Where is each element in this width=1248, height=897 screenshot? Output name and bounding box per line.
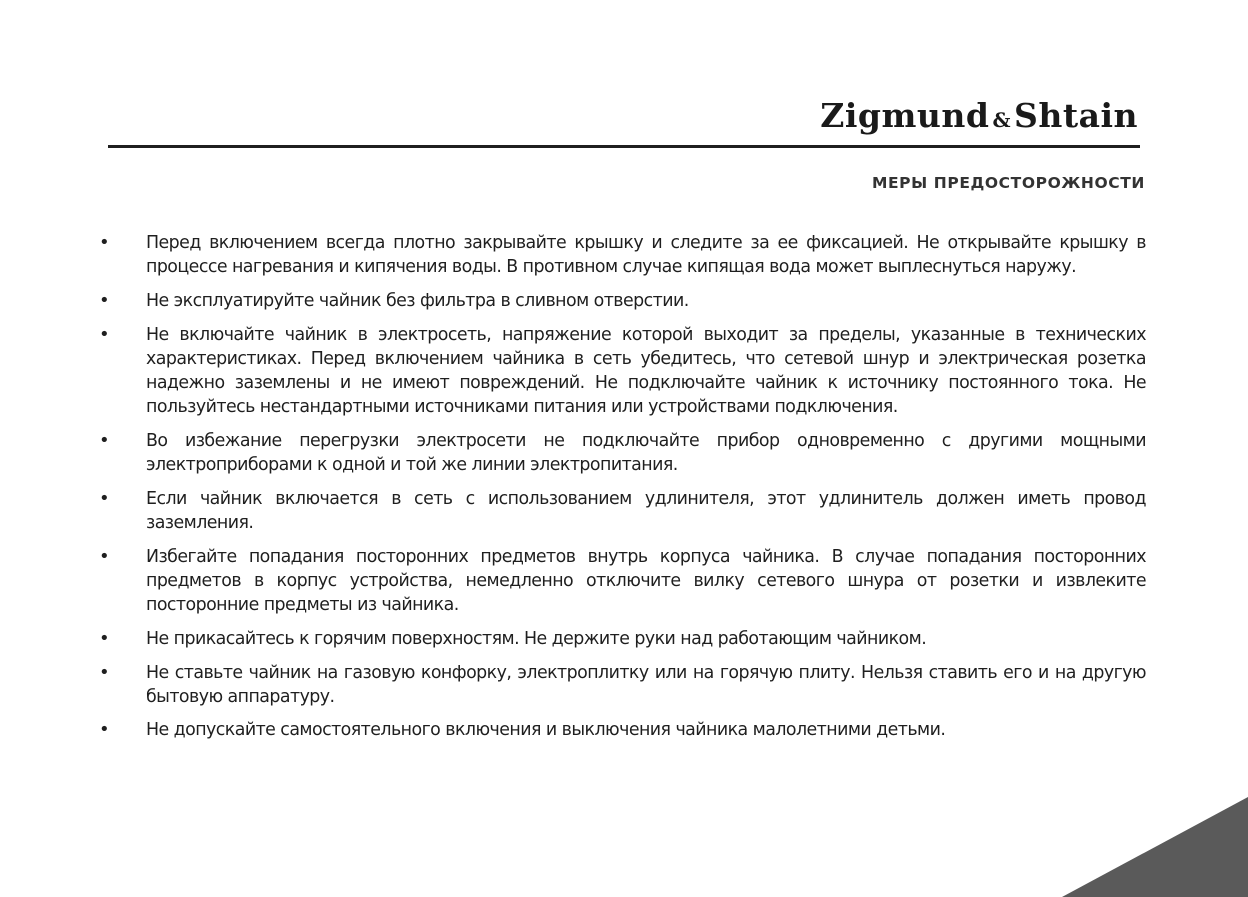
bullet-icon: • [98, 323, 110, 345]
list-item-text: Не допускайте самостоятельного включения и выключения чайника малолетними детьми. [146, 720, 946, 741]
bullet-icon: • [98, 661, 110, 683]
list-item-text: Не прикасайтесь к горячим поверхностям. Не держите руки над работающим чайником. [146, 628, 927, 649]
section-title: МЕРЫ ПРЕДОСТОРОЖНОСТИ [871, 174, 1145, 192]
bullet-icon: • [98, 429, 110, 451]
bullet-icon: • [98, 487, 110, 509]
list-item [98, 661, 1146, 709]
list-item-text: Не включайте чайник в электросеть, напряжение которой выходит за пределы, указанные в технических характеристиках. Перед включением чайника в сеть убедитесь, что сетевой шнур и электрическая розетка надежно заземлены и не имеют повреждений. Не подключайте чайник к источнику постоянного тока. Не пользуйтесь нестандартными источниками питания или устройствами подключения. [146, 324, 1146, 418]
list-item [98, 289, 1146, 313]
list-item [98, 627, 1146, 651]
bullet-icon: • [98, 719, 110, 741]
bullet-icon: • [98, 232, 110, 253]
list-item-text: Не эксплуатируйте чайник без фильтра в сливном отверстии. [146, 290, 689, 311]
list-item [98, 718, 1146, 742]
list-item [98, 323, 1146, 420]
page-corner-tab [1062, 797, 1248, 897]
brand-name-right: Shtain [1014, 96, 1138, 135]
brand-name-left: Zigmund [820, 96, 990, 135]
list-item [98, 487, 1146, 535]
header-divider [108, 145, 1140, 148]
list-item-text: Перед включением всегда плотно закрывайте крышку и следите за ее фиксацией. Не открывайте крышку в процессе нагревания и кипячения воды. В противном случае кипящая вода может выплеснуться наружу. [146, 233, 1146, 278]
bullet-icon: • [98, 289, 110, 311]
list-item-text: Во избежание перегрузки электросети не подключайте прибор одновременно с другими мощными электроприборами к одной и той же линии электропитания. [146, 430, 1146, 476]
list-item [98, 429, 1146, 477]
bullet-icon: • [98, 545, 110, 567]
list-item-text: Избегайте попадания посторонних предметов внутрь корпуса чайника. В случае попадания посторонних предметов в корпус устройства, немедленно отключите вилку сетевого шнура от розетки и извлеките посторонние предметы из чайника. [146, 546, 1146, 616]
precautions-list [98, 231, 1146, 752]
list-item [98, 545, 1146, 618]
list-item-text: Не ставьте чайник на газовую конфорку, электроплитку или на горячую плиту. Нельзя ставить его и на другую бытовую аппаратуру. [146, 662, 1146, 707]
list-item-text: Если чайник включается в сеть с использованием удлинителя, этот удлинитель должен иметь провод заземления. [146, 488, 1146, 534]
corner-triangle [1062, 797, 1248, 897]
bullet-icon: • [98, 627, 110, 649]
list-item [98, 231, 1146, 279]
brand-logo [820, 96, 1138, 135]
brand-ampersand: & [992, 108, 1012, 132]
